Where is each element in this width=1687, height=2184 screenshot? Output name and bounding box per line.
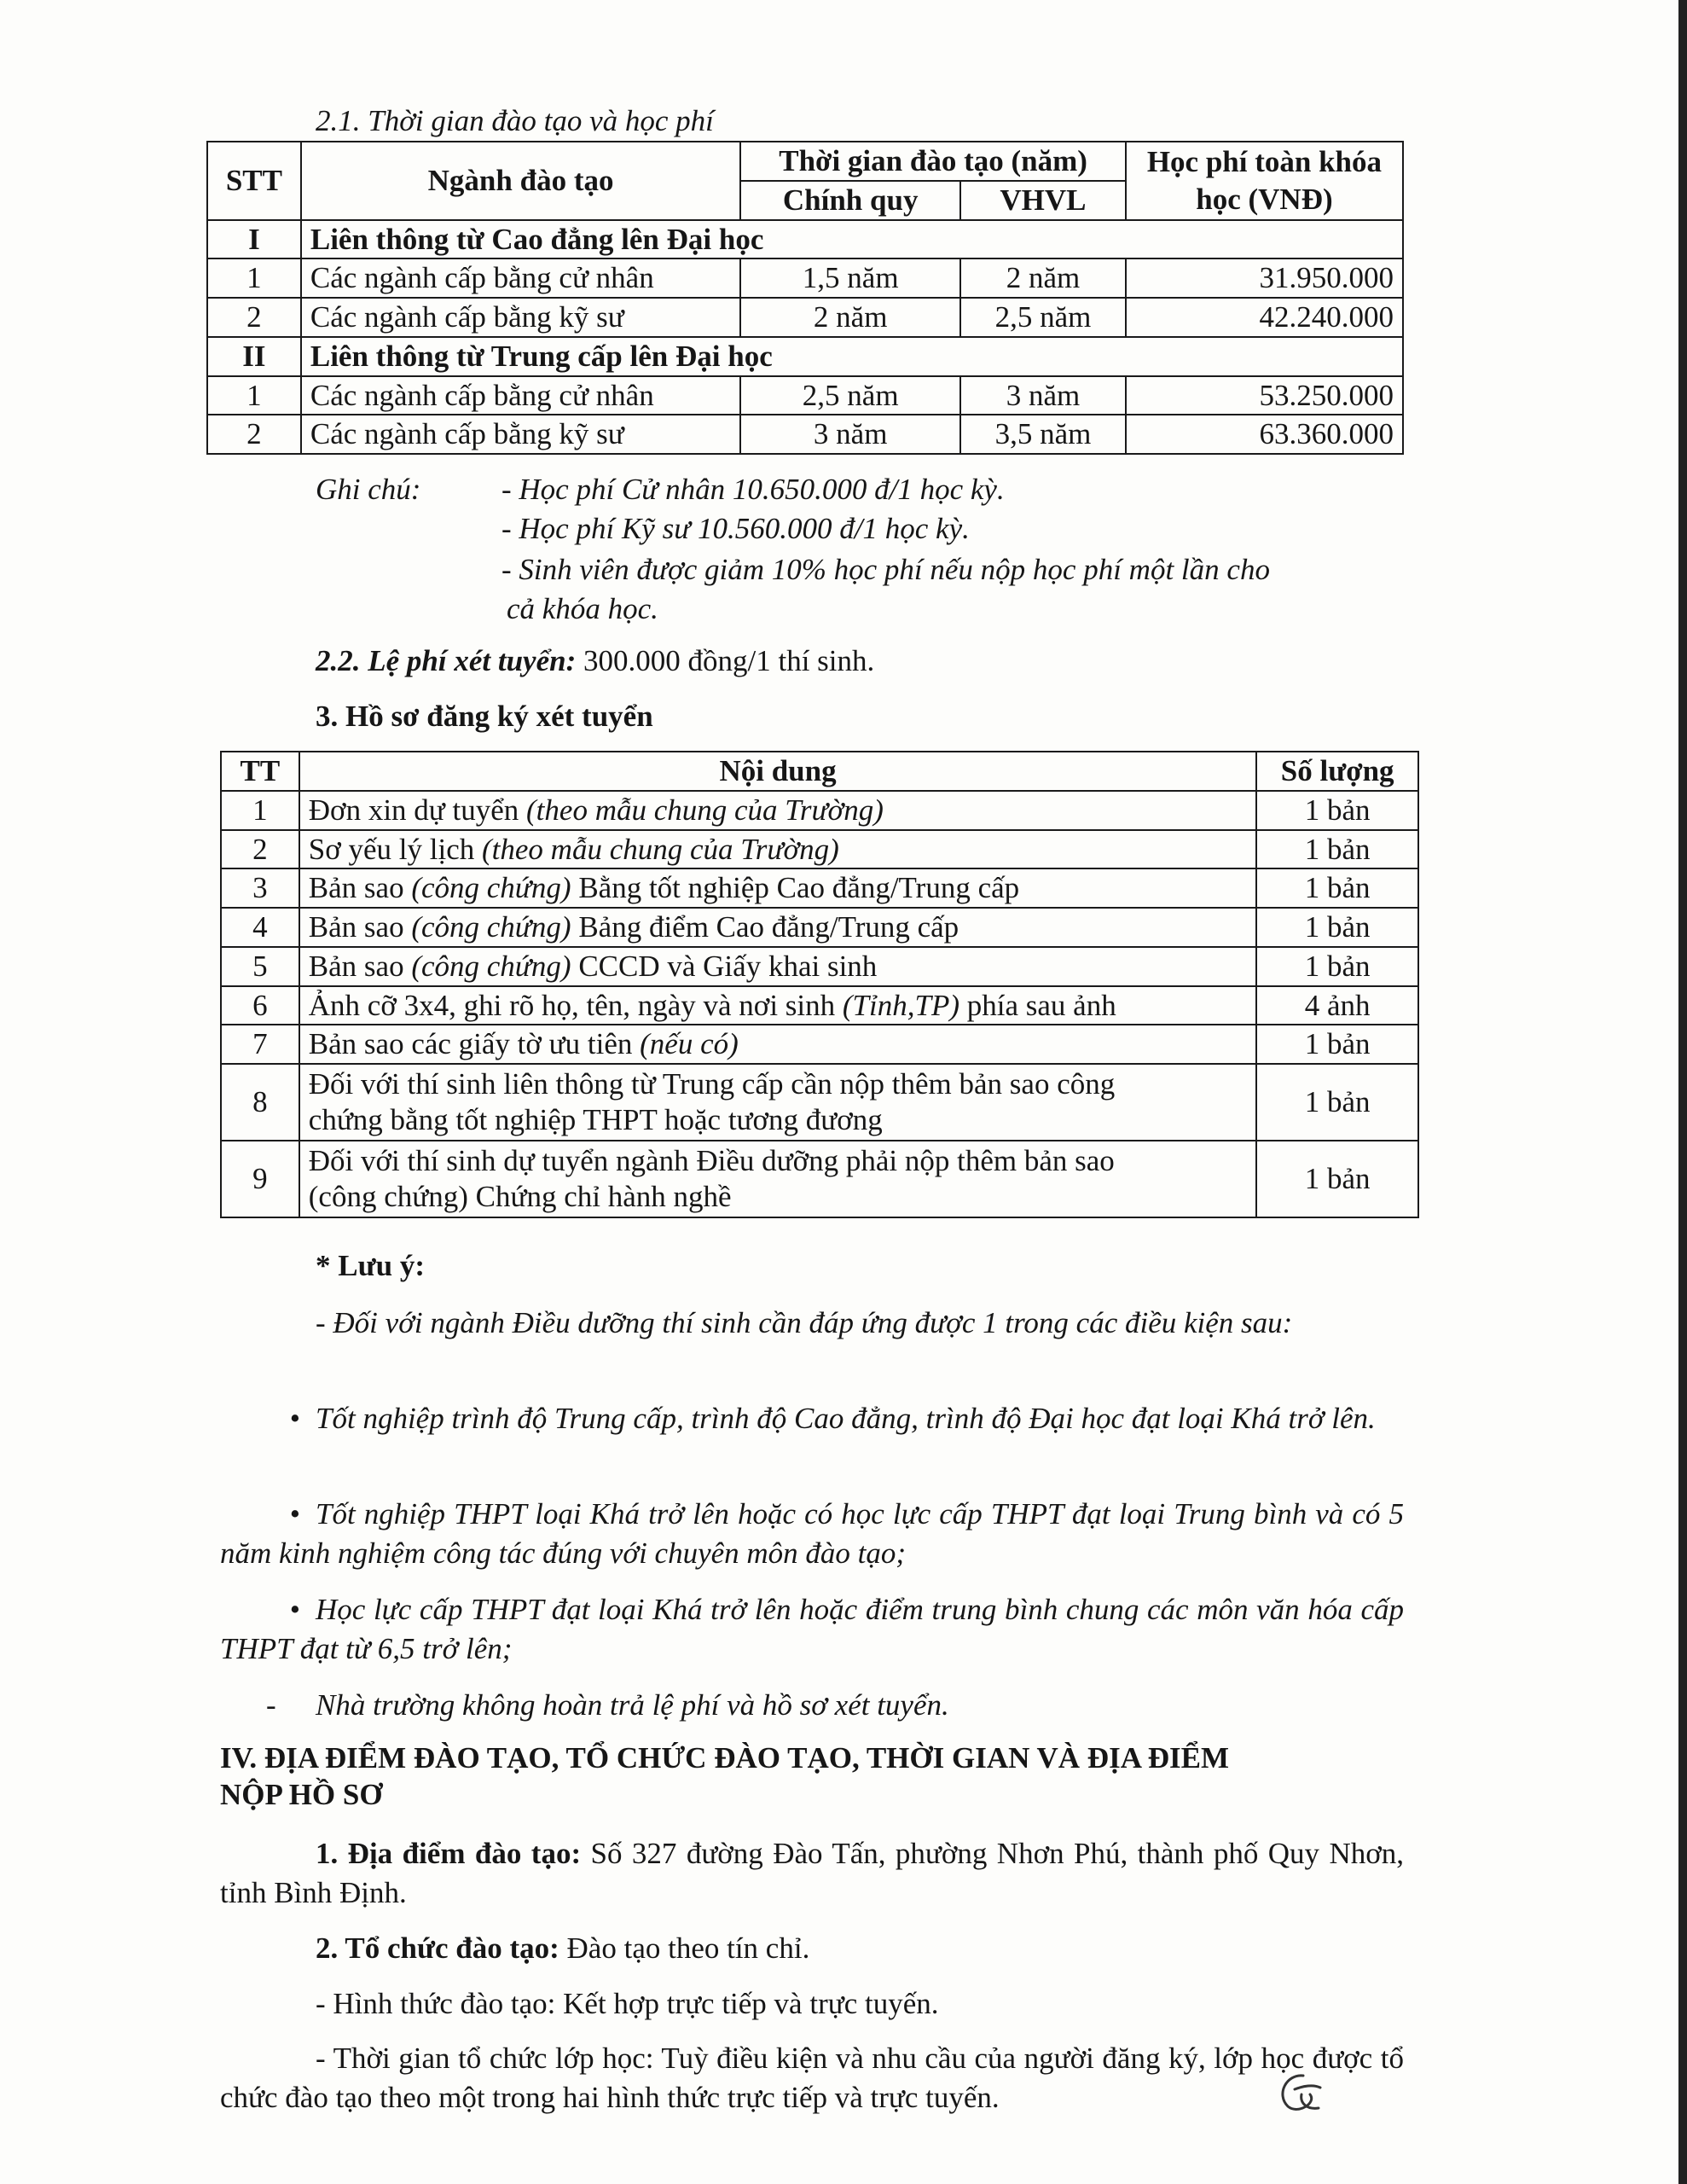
- table-row: [221, 947, 1418, 986]
- row-fee: 63.360.000: [1126, 415, 1403, 454]
- row-qty: 1 bản: [1256, 791, 1418, 830]
- row-after: CCCD và Giấy khai sinh: [571, 949, 878, 983]
- row-after: phía sau ảnh: [959, 988, 1116, 1022]
- row-italic: (công chứng): [411, 949, 571, 983]
- row-tt: 2: [221, 830, 299, 869]
- row-after: Bảng điểm Cao đẳng/Trung cấp: [571, 910, 959, 944]
- row-content: [299, 1141, 1257, 1217]
- row-vhvl: 2 năm: [960, 258, 1126, 298]
- remarks-title: * Lưu ý:: [316, 1249, 425, 1282]
- doc-header-qty: Số lượng: [1256, 752, 1418, 791]
- doc-header-tt: TT: [221, 752, 299, 791]
- dash-icon: -: [266, 1688, 276, 1722]
- bullet-text: Tốt nghiệp trình độ Trung cấp, trình độ Cao đẳng, trình độ Đại học đạt loại Khá trở lên.: [316, 1402, 1376, 1435]
- section4-heading-line2: NỘP HỒ SƠ: [220, 1777, 383, 1811]
- row-tt: 5: [221, 947, 299, 986]
- table-row: [207, 415, 1403, 454]
- fee-group-row: [207, 337, 1403, 376]
- row-text: Đơn xin dự tuyển: [308, 793, 527, 827]
- row-stt: 2: [207, 415, 301, 454]
- row-regular: 2 năm: [740, 298, 960, 337]
- fee-group-row: [207, 220, 1403, 259]
- row-content: [299, 1025, 1257, 1064]
- table-row: [221, 1141, 1418, 1217]
- section4-heading-line1: IV. ĐỊA ĐIỂM ĐÀO TẠO, TỔ CHỨC ĐÀO TẠO, THỜI GIAN VÀ ĐỊA ĐIỂM: [220, 1741, 1230, 1774]
- row-text: Ảnh cỡ 3x4, ghi rõ họ, tên, ngày và nơi sinh: [308, 988, 843, 1022]
- admission-fee: [316, 642, 874, 680]
- row-tt: 3: [221, 868, 299, 908]
- row-qty: 1 bản: [1256, 1141, 1418, 1217]
- row-qty: 1 bản: [1256, 1025, 1418, 1064]
- note-label: Ghi chú:: [316, 473, 421, 506]
- scan-edge-strip: [1678, 0, 1687, 2184]
- row-italic: (theo mẫu chung của Trường): [526, 793, 884, 827]
- row-regular: 2,5 năm: [740, 376, 960, 415]
- row-tt: 4: [221, 908, 299, 947]
- row-content: [299, 868, 1257, 908]
- documents-heading: 3. Hồ sơ đăng ký xét tuyển: [316, 700, 653, 733]
- documents-table: [220, 751, 1419, 1218]
- table-row: [221, 868, 1418, 908]
- bullet-icon: •: [289, 1593, 300, 1626]
- training-location: [220, 1834, 1404, 1913]
- row-text: Sơ yếu lý lịch: [308, 832, 482, 866]
- row-regular: 1,5 năm: [740, 258, 960, 298]
- table-row: [207, 258, 1403, 298]
- table-row: [221, 908, 1418, 947]
- row-content: [299, 947, 1257, 986]
- table-row: [221, 1064, 1418, 1141]
- group-number: II: [207, 337, 301, 376]
- table-row: [221, 986, 1418, 1025]
- bullet-icon: •: [289, 1402, 300, 1435]
- group-number: I: [207, 220, 301, 259]
- training-org: [316, 1930, 809, 1967]
- row-vhvl: 3 năm: [960, 376, 1126, 415]
- table-row: [221, 830, 1418, 869]
- remarks-bullet: [220, 1590, 1404, 1669]
- fee-table: [206, 141, 1404, 455]
- row-text: Đối với thí sinh dự tuyển ngành Điều dưỡng phải nộp thêm bản sao: [308, 1144, 1115, 1177]
- row-text: Đối với thí sinh liên thông từ Trung cấp cần nộp thêm bản sao công: [308, 1067, 1116, 1101]
- fee-header-part-time: VHVL: [960, 181, 1126, 220]
- fee-header-stt: STT: [207, 142, 301, 220]
- row-major: Các ngành cấp bằng kỹ sư: [301, 298, 740, 337]
- row-major: Các ngành cấp bằng cử nhân: [301, 258, 740, 298]
- row-tt: 6: [221, 986, 299, 1025]
- row-italic: (Tỉnh,TP): [842, 988, 959, 1022]
- bullet-icon: •: [289, 1497, 300, 1531]
- row-content: [299, 908, 1257, 947]
- note-line: - Sinh viên được giảm 10% học phí nếu nộp học phí một lần cho: [501, 553, 1270, 586]
- remarks-intro: - Đối với ngành Điều dưỡng thí sinh cần đáp ứng được 1 trong các điều kiện sau:: [316, 1306, 1293, 1339]
- row-vhvl: 3,5 năm: [960, 415, 1126, 454]
- row-fee: 42.240.000: [1126, 298, 1403, 337]
- admission-fee-label: 2.2. Lệ phí xét tuyển:: [316, 644, 577, 677]
- table-row: [207, 376, 1403, 415]
- row-fee: 31.950.000: [1126, 258, 1403, 298]
- training-org-label: 2. Tổ chức đào tạo:: [316, 1931, 559, 1965]
- class-schedule: - Thời gian tổ chức lớp học: Tuỳ điều kiện và nhu cầu của người đăng ký, lớp học được tổ chức đào tạo theo một trong hai hình thức trực tiếp và trực tuyến.: [220, 2042, 1404, 2115]
- row-qty: 1 bản: [1256, 908, 1418, 947]
- group-title: Liên thông từ Trung cấp lên Đại học: [301, 337, 1403, 376]
- fee-header-duration: Thời gian đào tạo (năm): [740, 142, 1126, 181]
- handwritten-initial-mark: [1269, 2069, 1329, 2120]
- row-text: Bản sao các giấy tờ ưu tiên: [308, 1027, 641, 1061]
- row-qty: 1 bản: [1256, 1064, 1418, 1141]
- fee-header-fee: Học phí toàn khóa học (VNĐ): [1126, 142, 1403, 220]
- table-row: [221, 791, 1418, 830]
- note-line: - Học phí Kỹ sư 10.560.000 đ/1 học kỳ.: [501, 512, 970, 545]
- row-qty: 1 bản: [1256, 830, 1418, 869]
- row-qty: 1 bản: [1256, 868, 1418, 908]
- training-mode: - Hình thức đào tạo: Kết hợp trực tiếp và trực tuyến.: [316, 1987, 939, 2020]
- row-stt: 2: [207, 298, 301, 337]
- row-qty: 1 bản: [1256, 947, 1418, 986]
- row-text: Bản sao: [308, 871, 412, 905]
- row-major: Các ngành cấp bằng kỹ sư: [301, 415, 740, 454]
- row-vhvl: 2,5 năm: [960, 298, 1126, 337]
- note-line: - Học phí Cử nhân 10.650.000 đ/1 học kỳ.: [501, 473, 1005, 506]
- row-regular: 3 năm: [740, 415, 960, 454]
- row-text-line2: (công chứng) Chứng chỉ hành nghề: [308, 1180, 732, 1213]
- row-content: [299, 830, 1257, 869]
- row-qty: 4 ảnh: [1256, 986, 1418, 1025]
- row-tt: 9: [221, 1141, 299, 1217]
- remarks-bullet: [220, 1495, 1404, 1573]
- fee-header-major: Ngành đào tạo: [301, 142, 740, 220]
- training-org-text: Đào tạo theo tín chỉ.: [566, 1931, 810, 1965]
- row-italic: (theo mẫu chung của Trường): [482, 832, 839, 866]
- admission-fee-value: 300.000 đồng/1 thí sinh.: [583, 644, 875, 677]
- row-tt: 7: [221, 1025, 299, 1064]
- row-major: Các ngành cấp bằng cử nhân: [301, 376, 740, 415]
- row-fee: 53.250.000: [1126, 376, 1403, 415]
- row-stt: 1: [207, 258, 301, 298]
- row-text: Bản sao: [308, 949, 412, 983]
- bullet-text: Tốt nghiệp THPT loại Khá trở lên hoặc có học lực cấp THPT đạt loại Trung bình và có 5 năm kinh nghiệm công tác đúng với chuyên môn đào tạo;: [220, 1497, 1404, 1571]
- row-tt: 1: [221, 791, 299, 830]
- row-italic: (nếu có): [640, 1027, 739, 1061]
- row-stt: 1: [207, 376, 301, 415]
- training-location-label: 1. Địa điểm đào tạo:: [316, 1837, 582, 1870]
- remarks-bullet: [220, 1399, 1404, 1438]
- fee-header-regular: Chính quy: [740, 181, 960, 220]
- section4-heading: [220, 1740, 1229, 1813]
- table-row: [221, 1025, 1418, 1064]
- table-row: [207, 298, 1403, 337]
- row-italic: (công chứng): [411, 910, 571, 944]
- row-tt: 8: [221, 1064, 299, 1141]
- group-title: Liên thông từ Cao đẳng lên Đại học: [301, 220, 1403, 259]
- row-content: [299, 986, 1257, 1025]
- row-text: Bản sao: [308, 910, 412, 944]
- remarks-final: [266, 1687, 949, 1724]
- bullet-text: Học lực cấp THPT đạt loại Khá trở lên hoặc điểm trung bình chung các môn văn hóa cấp THPT đạt từ 6,5 trở lên;: [220, 1593, 1404, 1666]
- training-location-text: Số 327 đường Đào Tấn, phường Nhơn Phú, thành phố Quy Nhơn, tỉnh Bình Định.: [220, 1837, 1404, 1910]
- row-italic: (công chứng): [411, 871, 571, 905]
- doc-header-content: Nội dung: [299, 752, 1257, 791]
- note-line: cả khóa học.: [507, 592, 658, 625]
- remarks-final-text: Nhà trường không hoàn trả lệ phí và hồ sơ xét tuyển.: [316, 1688, 949, 1722]
- row-text-line2: chứng bằng tốt nghiệp THPT hoặc tương đương: [308, 1103, 883, 1136]
- row-content: [299, 791, 1257, 830]
- fee-section-heading: 2.1. Thời gian đào tạo và học phí: [316, 104, 714, 137]
- row-after: Bằng tốt nghiệp Cao đẳng/Trung cấp: [571, 871, 1020, 905]
- row-content: [299, 1064, 1257, 1141]
